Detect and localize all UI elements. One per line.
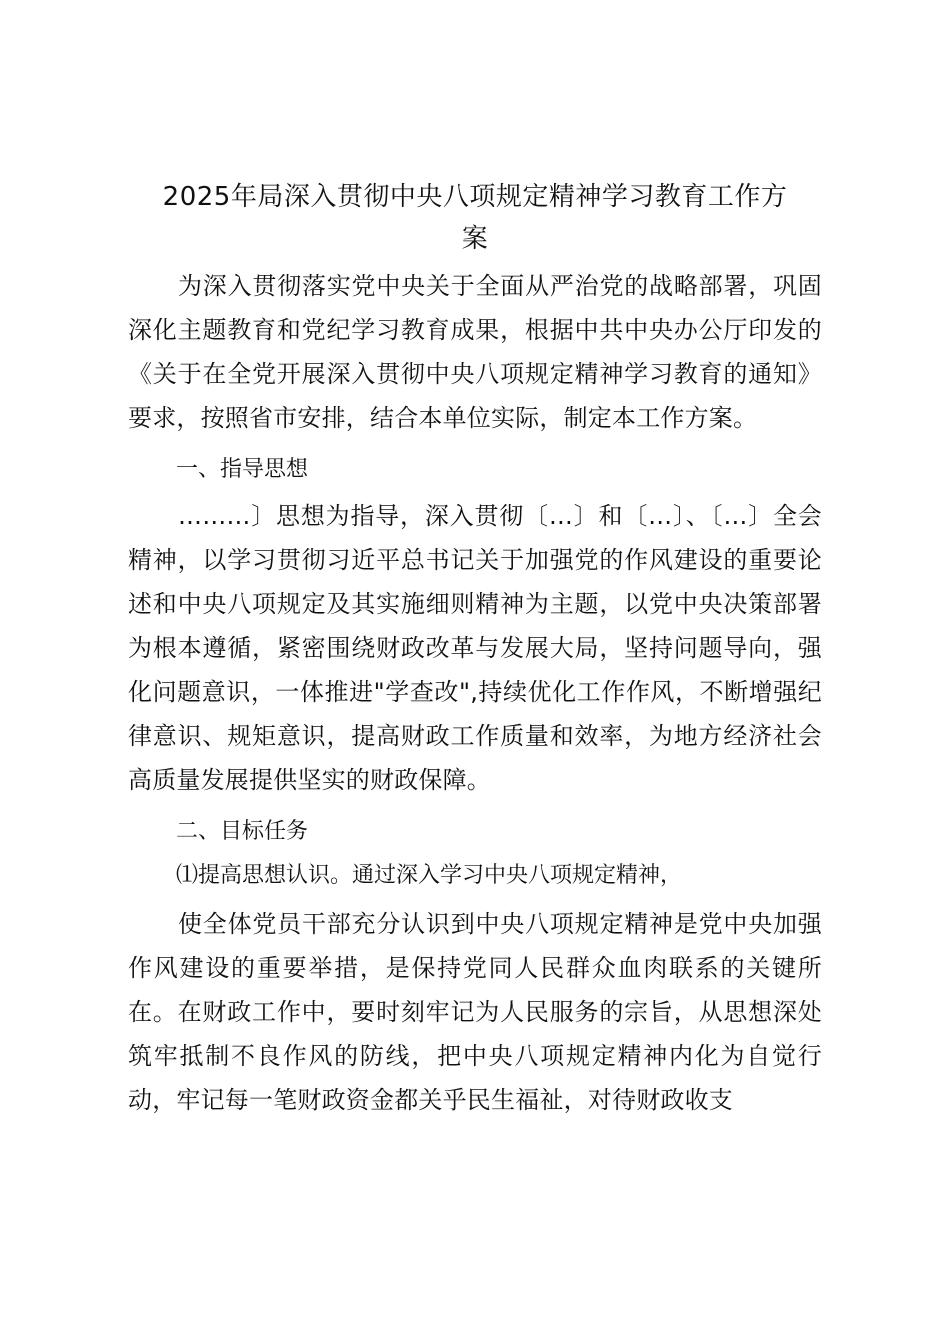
subheading-improve-awareness: ⑴提高思想认识。通过深入学习中央八项规定精神， (176, 863, 683, 888)
intro-paragraph: 为深入贯彻落实党中央关于全面从严治党的战略部署，巩固深化主题教育和党纪学习教育成果，根据中共中央办公厅印发的《关于在全党开展深入贯彻中央八项规定精神学习教育的通知》要求，按照省市安排，结合本单位实际，制定本工作方案。 (128, 272, 822, 432)
document-body (128, 176, 822, 1122)
section-heading-guiding-ideology: 一、指导思想 (176, 457, 309, 482)
guiding-ideology-paragraph: ………〕思想为指导，深入贯彻〔…〕和〔…〕、〔…〕全会精神，以学习贯彻习近平总书记关于加强党的作风建设的重要论述和中央八项规定及其实施细则精神为主题，以党中央决策部署为根本遵循，紧密围绕财政改革与发展大局，坚持问题导向，强化问题意识，一体推进"学查改",持续优化工作作风，不断增强纪律意识、规矩意识，提高财政工作质量和效率，为地方经济社会高质量发展提供坚实的财政保障。 (128, 502, 822, 794)
objectives-paragraph: 使全体党员干部充分认识到中央八项规定精神是党中央加强作风建设的重要举措，是保持党同人民群众血肉联系的关键所在。在财政工作中，要时刻牢记为人民服务的宗旨，从思想深处筑牢抵制不良作风的防线，把中央八项规定精神内化为自觉行动，牢记每一笔财政资金都关乎民生福祉，对待财政收支 (128, 910, 822, 1114)
section-heading-objectives: 二、目标任务 (176, 819, 309, 844)
document-title: 2025年局深入贯彻中央八项规定精神学习教育工作方 案 (162, 182, 788, 254)
